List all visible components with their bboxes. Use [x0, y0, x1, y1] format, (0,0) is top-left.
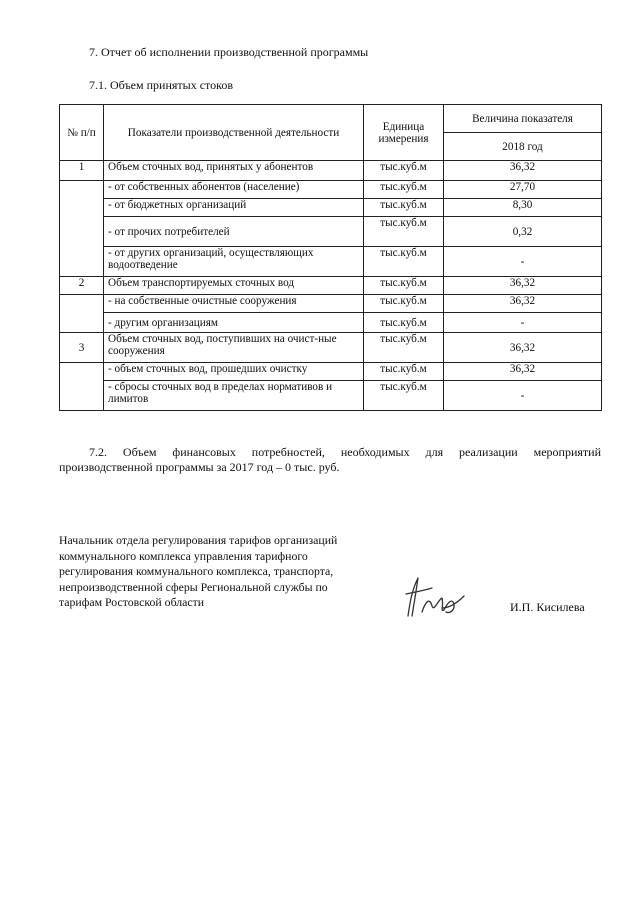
row-value: - [444, 247, 602, 277]
row-label: - объем сточных вод, прошедших очистку [104, 363, 364, 381]
row-unit: тыс.куб.м [364, 199, 444, 217]
row-num [60, 181, 104, 277]
table-row [60, 217, 602, 247]
section-heading: 7. Отчет об исполнении производственной программы [89, 45, 369, 59]
row-value: 36,32 [444, 363, 602, 381]
row-value: 0,32 [444, 217, 602, 247]
row-value: 8,30 [444, 199, 602, 217]
subsection-heading: 7.1. Объем принятых стоков [89, 78, 233, 92]
header-year: 2018 год [444, 133, 602, 161]
row-value: 36,32 [444, 333, 602, 363]
row-unit: тыс.куб.м [364, 247, 444, 277]
row-unit: тыс.куб.м [364, 381, 444, 411]
row-unit: тыс.куб.м [364, 161, 444, 181]
handwritten-signature [398, 572, 468, 620]
table-row [60, 313, 602, 333]
row-label: - от других организаций, осуществляющих водоотведение [104, 247, 364, 277]
row-num [60, 295, 104, 333]
row-value: 36,32 [444, 161, 602, 181]
row-num [60, 363, 104, 411]
header-value: Величина показателя [444, 105, 602, 133]
row-num: 3 [60, 333, 104, 363]
table-row [60, 161, 602, 181]
table-row [60, 381, 602, 411]
table-row [60, 363, 602, 381]
position-line: тарифам Ростовской области [59, 595, 205, 609]
table-row [60, 181, 602, 199]
row-value: 36,32 [444, 295, 602, 313]
row-label: Объем транспортируемых сточных вод [104, 277, 364, 295]
wastewater-volume-table [59, 104, 602, 411]
row-unit: тыс.куб.м [364, 217, 444, 247]
financial-needs-paragraph: 7.2. Объем финансовых потребностей, необходимых для реализации мероприятий производственной программы за 2017 год – 0 тыс. руб. [59, 445, 601, 474]
row-unit: тыс.куб.м [364, 313, 444, 333]
table-row [60, 199, 602, 217]
header-indicator: Показатели производственной деятельности [104, 105, 364, 161]
row-label: Объем сточных вод, поступивших на очист-ные сооружения [104, 333, 364, 363]
row-unit: тыс.куб.м [364, 295, 444, 313]
row-value: - [444, 313, 602, 333]
row-label: - от собственных абонентов (население) [104, 181, 364, 199]
row-unit: тыс.куб.м [364, 333, 444, 363]
row-value: 27,70 [444, 181, 602, 199]
row-value: - [444, 381, 602, 411]
row-label: - сбросы сточных вод в пределах нормативов и лимитов [104, 381, 364, 411]
table-row [60, 295, 602, 313]
row-label: - от бюджетных организаций [104, 199, 364, 217]
signatory-name: И.П. Кисилева [510, 600, 585, 614]
signatory-position [59, 533, 379, 611]
position-line: регулирования коммунального комплекса, транспорта, [59, 564, 334, 578]
row-unit: тыс.куб.м [364, 181, 444, 199]
row-num: 2 [60, 277, 104, 295]
row-label: - от прочих потребителей [104, 217, 364, 247]
table-row [60, 333, 602, 363]
row-label: Объем сточных вод, принятых у абонентов [104, 161, 364, 181]
table-row [60, 247, 602, 277]
row-num: 1 [60, 161, 104, 181]
row-label: - другим организациям [104, 313, 364, 333]
position-line: непроизводственной сферы Региональной службы по [59, 579, 328, 594]
row-unit: тыс.куб.м [364, 277, 444, 295]
header-num: № п/п [60, 105, 104, 161]
row-value: 36,32 [444, 277, 602, 295]
header-unit: Единица измерения [364, 105, 444, 161]
row-label: - на собственные очистные сооружения [104, 295, 364, 313]
row-unit: тыс.куб.м [364, 363, 444, 381]
position-line: Начальник отдела регулирования тарифов организаций [59, 533, 338, 547]
table-row [60, 277, 602, 295]
position-line: коммунального комплекса управления тарифного [59, 548, 308, 563]
